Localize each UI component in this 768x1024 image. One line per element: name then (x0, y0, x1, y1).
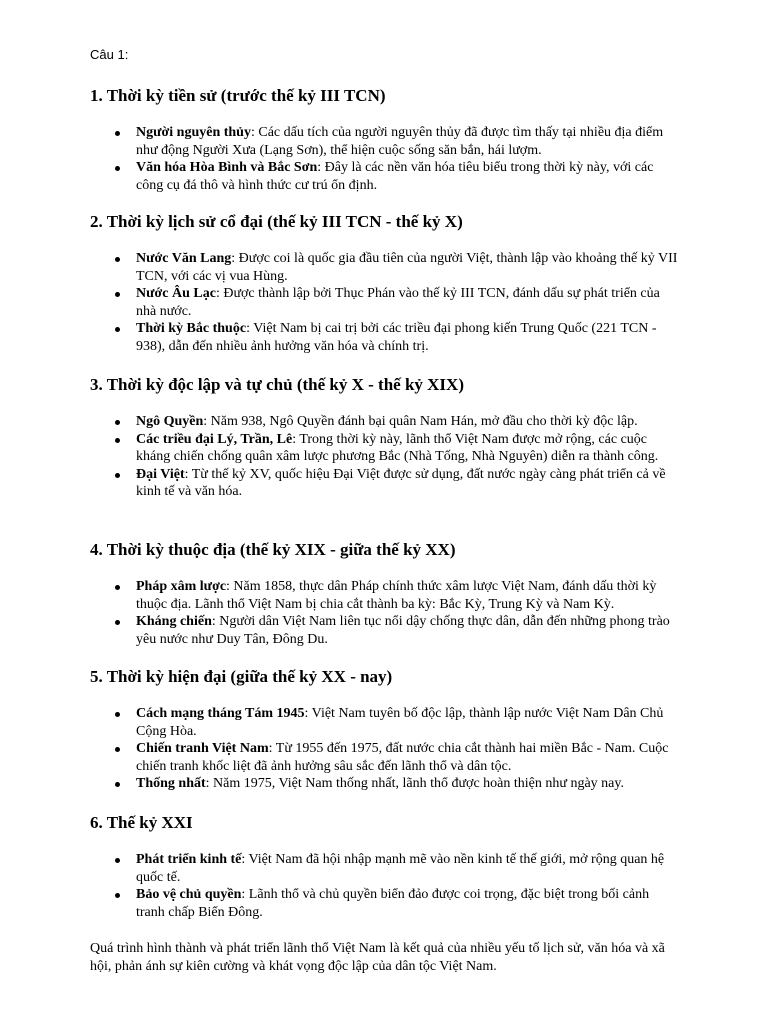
item-term: Văn hóa Hòa Bình và Bắc Sơn (136, 160, 318, 175)
list-item (90, 320, 681, 355)
item-term: Bảo vệ chủ quyền (136, 887, 242, 902)
item-term: Nước Âu Lạc (136, 286, 216, 301)
item-text: : Được thành lập bởi Thục Phán vào thế kỷ III TCN, đánh dấu sự phát triển của nhà nước. (136, 286, 660, 319)
section-heading: 1. Thời kỳ tiền sử (trước thế kỷ III TCN) (90, 86, 386, 105)
list-item (90, 431, 681, 466)
section-heading: 2. Thời kỳ lịch sử cổ đại (thế kỷ III TCN - thế kỷ X) (90, 212, 463, 231)
item-text: : Việt Nam tuyên bố độc lập, thành lập nước Việt Nam Dân Chủ Cộng Hòa. (136, 706, 664, 739)
section-heading: 3. Thời kỳ độc lập và tự chủ (thế kỷ X - thế kỷ XIX) (90, 375, 464, 394)
item-text: : Người dân Việt Nam liên tục nổi dậy chống thực dân, dẫn đến những phong trào yêu nước như Duy Tân, Đông Du. (136, 614, 670, 647)
list-item (90, 578, 681, 613)
list-item (90, 466, 681, 501)
list-item (90, 159, 681, 194)
item-text: : Việt Nam đã hội nhập mạnh mẽ vào nền kinh tế thế giới, mở rộng quan hệ quốc tế. (136, 852, 665, 885)
bullet-list (90, 413, 690, 501)
item-term: Các triều đại Lý, Trần, Lê (136, 431, 293, 447)
list-item (90, 775, 681, 793)
bullet-list (90, 851, 690, 921)
item-text: : Đây là các nền văn hóa tiêu biểu trong thời kỳ này, với các công cụ đá thô và hình thức cư trú ổn định. (136, 160, 654, 193)
list-item (90, 124, 681, 159)
item-term: Kháng chiến (136, 614, 212, 629)
closing-paragraph: Quá trình hình thành và phát triển lãnh thổ Việt Nam là kết quả của nhiều yếu tố lịch sử, văn hóa và xã hội, phản ánh sự kiên cường và khát vọng độc lập của dân tộc Việt Nam. (90, 941, 665, 974)
item-term: Nước Văn Lang (136, 251, 232, 266)
section-3 (90, 375, 690, 501)
section-heading: 4. Thời kỳ thuộc địa (thế kỷ XIX - giữa thế kỷ XX) (90, 540, 456, 559)
item-term: Pháp xâm lược (136, 579, 227, 594)
bullet-list (90, 124, 690, 194)
item-text: : Năm 938, Ngô Quyền đánh bại quân Nam Hán, mở đầu cho thời kỳ độc lập. (203, 414, 638, 429)
item-term: Cách mạng tháng Tám 1945 (136, 706, 305, 721)
item-text: : Năm 1858, thực dân Pháp chính thức xâm lược Việt Nam, đánh dấu thời kỳ thuộc địa. Lãnh thổ Việt Nam bị chia cắt thành ba kỳ: Bắc Kỳ, Trung Kỳ và Nam Kỳ. (136, 579, 657, 612)
list-item (90, 740, 681, 775)
list-item (90, 705, 681, 740)
item-text: : Trong thời kỳ này, lãnh thổ Việt Nam được mở rộng, các cuộc kháng chiến chống quân xâm lược phương Bắc (Nhà Tống, Nhà Nguyên) diễn ra thành công. (136, 431, 659, 464)
item-term: Thời kỳ Bắc thuộc (136, 321, 247, 336)
item-text: : Lãnh thổ và chủ quyền biển đảo được coi trọng, đặc biệt trong bối cảnh tranh chấp Biển Đông. (136, 887, 650, 920)
section-heading: 6. Thế kỷ XXI (90, 813, 193, 832)
bullet-list (90, 250, 690, 355)
item-text: : Năm 1975, Việt Nam thống nhất, lãnh thổ được hoàn thiện như ngày nay. (205, 776, 624, 791)
item-text: : Từ 1955 đến 1975, đất nước chia cắt thành hai miền Bắc - Nam. Cuộc chiến tranh khốc liệt đã ảnh hưởng sâu sắc đến lãnh thổ và dân tộc. (136, 741, 669, 774)
list-item (90, 250, 681, 285)
section-6 (90, 813, 690, 921)
bullet-list (90, 578, 690, 648)
item-text: : Các dấu tích của người nguyên thủy đã được tìm thấy tại nhiều địa điểm như động Người Xưa (Lạng Sơn), thể hiện cuộc sống săn bắn, hái lượm. (136, 125, 664, 158)
item-term: Người nguyên thủy (136, 125, 251, 140)
item-text: : Việt Nam bị cai trị bởi các triều đại phong kiến Trung Quốc (221 TCN - 938), dẫn đến nhiều ảnh hưởng văn hóa và chính trị. (136, 321, 657, 354)
list-item (90, 851, 681, 886)
item-term: Đại Việt (136, 466, 185, 482)
item-text: : Từ thế kỷ XV, quốc hiệu Đại Việt được sử dụng, đất nước ngày càng phát triển cả về kinh tế và văn hóa. (136, 466, 666, 499)
item-term: Thống nhất (136, 776, 206, 791)
section-1 (90, 86, 690, 194)
question-label: Câu 1: (90, 47, 129, 62)
list-item (90, 413, 681, 431)
list-item (90, 613, 681, 648)
section-heading: 5. Thời kỳ hiện đại (giữa thế kỷ XX - nay) (90, 667, 393, 686)
list-item (90, 886, 681, 921)
item-term: Ngô Quyền (136, 414, 204, 429)
section-5 (90, 667, 690, 793)
item-term: Phát triển kinh tế (136, 852, 242, 867)
list-item (90, 285, 681, 320)
item-term: Chiến tranh Việt Nam (136, 741, 269, 756)
section-2 (90, 212, 690, 355)
bullet-list (90, 705, 690, 793)
item-text: : Được coi là quốc gia đầu tiên của người Việt, thành lập vào khoảng thế kỷ VII TCN, với các vị vua Hùng. (136, 251, 678, 284)
section-4 (90, 540, 690, 648)
